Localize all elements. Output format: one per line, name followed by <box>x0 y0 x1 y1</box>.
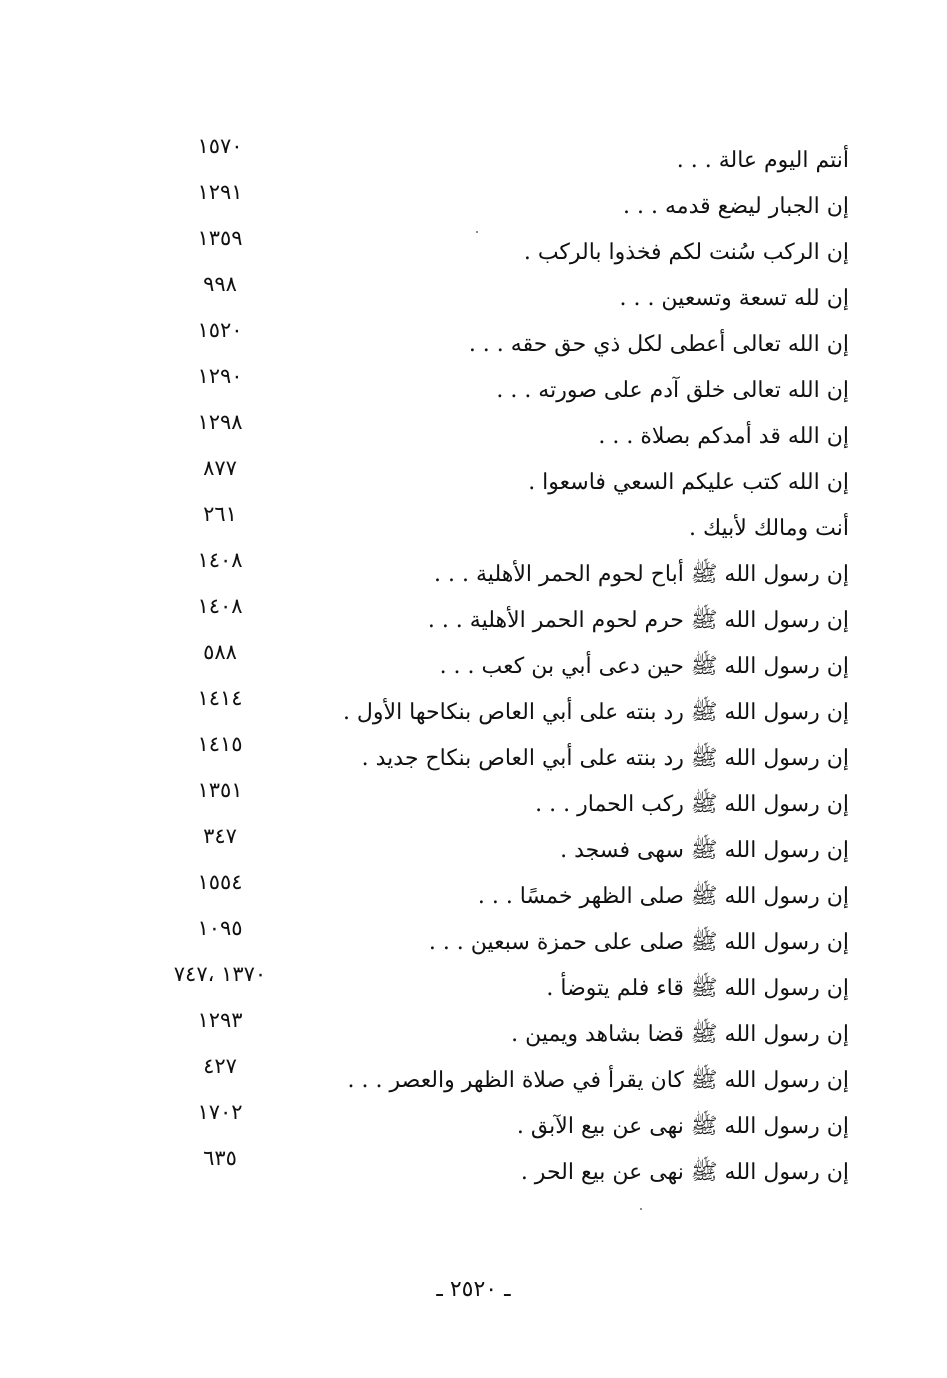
index-entry <box>0 1050 947 1096</box>
reference-number: ٦٣٥ <box>203 1146 237 1170</box>
hadith-text: إن رسول الله ﷺ رد بنته على أبي العاص بنكاح جديد . <box>361 746 849 771</box>
index-entry <box>0 774 947 820</box>
hadith-text: إن الله تعالى خلق آدم على صورته . . . <box>496 378 849 403</box>
index-entry <box>0 820 947 866</box>
hadith-text: إن رسول الله ﷺ ركب الحمار . . . <box>535 792 849 817</box>
reference-number: ١٥٢٠ <box>197 318 243 342</box>
scan-speck <box>640 1208 642 1210</box>
hadith-text: إن رسول الله ﷺ سهى فسجد . <box>560 838 849 863</box>
hadith-text: إن الجبار ليضع قدمه . . . <box>623 194 849 219</box>
reference-number: ١٤١٥ <box>197 732 243 756</box>
index-entry <box>0 728 947 774</box>
index-entry <box>0 682 947 728</box>
reference-number: ١٢٩٠ <box>197 364 243 388</box>
index-entry <box>0 360 947 406</box>
reference-number: ١٣٧٠ ،٧٤٧ <box>173 962 267 986</box>
reference-number: ٤٢٧ <box>203 1054 237 1078</box>
reference-number: ٩٩٨ <box>203 272 237 296</box>
reference-number: ١٠٩٥ <box>197 916 243 940</box>
index-entry <box>0 958 947 1004</box>
index-entry <box>0 590 947 636</box>
hadith-text: إن رسول الله ﷺ رد بنته على أبي العاص بنكاحها الأول . <box>342 700 849 725</box>
index-entry <box>0 130 947 176</box>
reference-number: ١٥٥٤ <box>197 870 243 894</box>
index-entry <box>0 1096 947 1142</box>
hadith-text: إن رسول الله ﷺ قضا بشاهد ويمين . <box>511 1022 849 1047</box>
hadith-text: إن رسول الله ﷺ كان يقرأ في صلاة الظهر والعصر . . . <box>347 1068 849 1093</box>
hadith-text: إن الله تعالى أعطى لكل ذي حق حقه . . . <box>468 332 849 357</box>
hadith-text: إن رسول الله ﷺ صلى الظهر خمسًا . . . <box>477 884 849 909</box>
hadith-index-list <box>0 130 947 1188</box>
page-number: ـ ٢٥٢٠ ـ <box>436 1277 511 1302</box>
index-entry <box>0 912 947 958</box>
reference-number: ٨٧٧ <box>203 456 237 480</box>
hadith-text: إن رسول الله ﷺ صلى على حمزة سبعين . . . <box>428 930 849 955</box>
index-entry <box>0 314 947 360</box>
hadith-text: إن لله تسعة وتسعين . . . <box>619 286 849 311</box>
reference-number: ١٣٥٩ <box>197 226 243 250</box>
hadith-text: إن رسول الله ﷺ قاء فلم يتوضأ . <box>546 976 849 1001</box>
hadith-text: أنت ومالك لأبيك . <box>688 516 849 541</box>
hadith-text: إن الله كتب عليكم السعي فاسعوا . <box>528 470 849 495</box>
hadith-text: إن رسول الله ﷺ نهى عن بيع الآبق . <box>516 1114 849 1139</box>
reference-number: ١٣٥١ <box>197 778 243 802</box>
reference-number: ٣٤٧ <box>203 824 237 848</box>
index-entry <box>0 866 947 912</box>
reference-number: ١٧٠٢ <box>197 1100 243 1124</box>
index-entry <box>0 544 947 590</box>
reference-number: ١٢٩٨ <box>197 410 243 434</box>
hadith-text: إن الركب سُنت لكم فخذوا بالركب . <box>523 240 849 265</box>
index-entry <box>0 498 947 544</box>
hadith-text: إن رسول الله ﷺ حرم لحوم الحمر الأهلية . . . <box>427 608 849 633</box>
index-entry <box>0 406 947 452</box>
reference-number: ١٥٧٠ <box>197 134 243 158</box>
index-entry <box>0 1142 947 1188</box>
index-entry <box>0 1004 947 1050</box>
hadith-text: إن رسول الله ﷺ نهى عن بيع الحر . <box>520 1160 849 1185</box>
index-entry <box>0 636 947 682</box>
hadith-text: إن الله قد أمدكم بصلاة . . . <box>598 424 849 449</box>
hadith-text: أنتم اليوم عالة . . . <box>676 148 849 173</box>
hadith-text: إن رسول الله ﷺ حين دعى أبي بن كعب . . . <box>439 654 849 679</box>
reference-number: ١٤٠٨ <box>197 548 243 572</box>
scan-speck <box>476 231 478 233</box>
reference-number: ٥٨٨ <box>203 640 237 664</box>
reference-number: ١٢٩١ <box>197 180 243 204</box>
index-entry <box>0 176 947 222</box>
index-entry <box>0 268 947 314</box>
index-entry <box>0 452 947 498</box>
reference-number: ١٤٠٨ <box>197 594 243 618</box>
reference-number: ٢٦١ <box>203 502 237 526</box>
index-entry <box>0 222 947 268</box>
reference-number: ١٢٩٣ <box>197 1008 243 1032</box>
hadith-text: إن رسول الله ﷺ أباح لحوم الحمر الأهلية . . . <box>434 562 849 587</box>
reference-number: ١٤١٤ <box>197 686 243 710</box>
